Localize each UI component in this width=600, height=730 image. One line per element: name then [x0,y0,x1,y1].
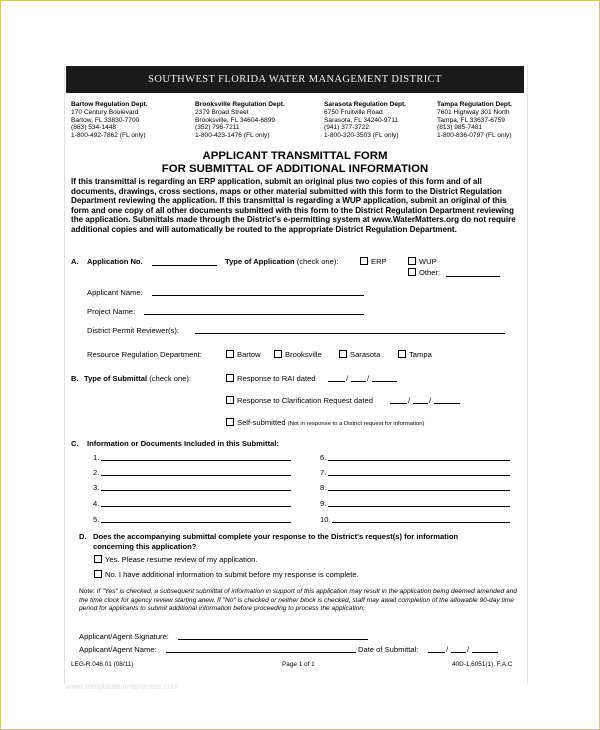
office-address: 7601 Highway 301 North [437,108,510,116]
office-phone: (813) 985-7481 [437,124,483,132]
section-d-label: D. [79,532,87,541]
erp-checkbox[interactable] [360,257,368,265]
date-separator: / [446,645,449,654]
dept-brooksville-checkbox[interactable] [274,350,282,358]
office-tollfree: 1-800-423-1476 (FL only) [195,132,270,140]
watermark-text: www.templateentrepreneur.com [66,682,179,691]
dept-sarasota-checkbox[interactable] [339,350,347,358]
no-checkbox[interactable] [94,570,102,578]
date-separator: / [467,645,470,654]
page-number: Page 1 of 1 [282,661,315,668]
rai-year-field[interactable] [372,381,397,382]
dept-tampa-label: Tampa [409,350,432,359]
district-banner: SOUTHWEST FLORIDA WATER MANAGEMENT DISTRICT [66,66,524,93]
clarification-response-label: Response to Clarification Request dated [237,396,373,405]
office-phone: (941) 377-3722 [324,124,370,132]
section-c-label: C. [71,439,79,448]
office-sarasota [324,101,434,140]
self-submitted-checkbox[interactable] [226,418,234,426]
submittal-day-field[interactable] [451,652,466,653]
document-field[interactable] [328,460,510,461]
other-label: Other: [419,268,441,277]
office-name: Bartow Regulation Dept. [71,101,148,108]
dept-bartow-label: Bartow [237,350,261,359]
note-text: If "Yes" is checked, a subsequent submittal of information in support of this application may result in the application being deemed amended and the time clock for agency review starting anew. If "No" is checked or neither block is checked, staff may await completion of the allowable 90-day time period for applicants to submit additional information before proceeding to process the application. [79,588,517,613]
submittal-type-title: Type of Submittal [84,374,148,383]
submittal-year-field[interactable] [472,652,498,653]
application-type-label [225,257,339,266]
document-number: 4. [93,499,100,508]
agent-name-label: Applicant/Agent Name: [79,645,157,654]
application-type-title: Type of Application [225,257,295,266]
rai-response-checkbox[interactable] [226,374,234,382]
wup-option[interactable] [408,257,437,266]
document-number: 9. [320,499,327,508]
dept-tampa-checkbox[interactable] [398,350,406,358]
office-city: Bartow, FL 33830-7700 [71,116,140,124]
dept-bartow-checkbox[interactable] [226,350,234,358]
documents-included-title: Information or Documents Included in this Submittal: [87,439,279,448]
note-label: Note: [79,588,95,595]
office-tollfree: 1-800-320-3503 (FL only) [324,132,399,140]
self-submitted-note: (Not in response to a District request for information) [287,421,425,427]
office-city: Brooksville, FL 34604-6899 [195,116,276,124]
form-subtitle: FOR SUBMITTAL OF ADDITIONAL INFORMATION [161,163,429,175]
office-city: Sarasota, FL 34240-9711 [324,116,399,124]
clarification-month-field[interactable] [390,403,407,404]
office-phone: (352) 796-7211 [195,124,240,132]
clarification-response-checkbox[interactable] [226,396,234,404]
submittal-month-field[interactable] [428,652,445,653]
applicant-name-field[interactable] [152,295,364,296]
document-number: 1. [93,453,100,462]
dept-tampa-option[interactable] [398,350,432,359]
other-field[interactable] [446,276,500,277]
office-city: Tampa, FL 33637-6759 [437,116,505,124]
date-separator: / [367,374,370,383]
submittal-date-label: Date of Submittal: [358,645,419,654]
date-separator: / [429,396,432,405]
wup-label: WUP [419,257,437,266]
office-tollfree: 1-800-836-0797 (FL only) [437,132,512,140]
document-number: 7. [320,468,327,477]
office-brooksville [195,101,305,140]
self-submitted-label: Self-submitted [237,418,286,427]
section-a-label: A. [71,257,79,266]
clarification-day-field[interactable] [413,403,428,404]
project-name-field[interactable] [144,314,364,315]
form-number: LEG-R.046.01 (08/11) [71,661,134,668]
office-bartow [71,101,181,140]
application-type-hint: (check one): [296,257,339,266]
document-number: 2. [93,468,100,477]
dept-sarasota-option[interactable] [339,350,380,359]
resource-dept-label: Resource Regulation Department: [87,350,202,359]
document-number: 5. [93,515,100,524]
document-number: 3. [93,483,100,492]
completion-question: Does the accompanying submittal complete your response to the District's request(s) for information [93,532,459,541]
agent-name-field[interactable] [166,652,356,653]
date-separator: / [408,396,411,405]
application-number-label: Application No. [87,257,143,266]
wup-checkbox[interactable] [408,257,416,265]
document-field[interactable] [332,522,510,523]
document-field[interactable] [101,506,291,507]
rule-citation: 40D-1.6051(1), F.A.C [452,661,513,668]
form-title: APPLICANT TRANSMITTAL FORM [202,150,388,162]
office-address: 6750 Fruitville Road [324,108,383,116]
yes-checkbox[interactable] [94,555,102,563]
erp-option[interactable] [360,257,387,266]
dept-brooksville-label: Brooksville [285,350,322,359]
document-number: 6. [320,453,327,462]
document-number: 10. [320,515,331,524]
project-name-label: Project Name: [87,307,136,316]
document-field[interactable] [101,475,291,476]
erp-label: ERP [371,257,387,266]
yes-option[interactable] [94,555,258,564]
application-number-field[interactable] [152,265,217,266]
signature-label: Applicant/Agent Signature: [79,632,169,641]
office-name: Brooksville Regulation Dept. [195,101,285,108]
signature-field[interactable] [178,639,368,640]
document-number: 8. [320,483,327,492]
no-label: No. I have additional information to submit before my response is complete. [105,570,359,579]
date-separator: / [346,374,349,383]
document-field[interactable] [328,490,510,491]
submittal-type-hint: (check one): [149,374,192,383]
section-b-label: B. [71,374,79,383]
rai-day-field[interactable] [351,381,366,382]
clarification-year-field[interactable] [434,403,460,404]
form-instructions: If this transmittal is regarding an ERP application, submit an original plus two copies of this form and of all documents, drawings, cross sections, maps or other material submitted with this form to the District Regulation Department reviewing the application. If this transmittal is regarding a WUP application, submit an original of this form and one copy of all other documents submitted with this form to the District Regulation Department reviewing the application. Submittals made through the District's e-permitting system at www.WaterMatters.org do not require additional copies and will automatically be routed to the appropriate District Regulation Department. [71,177,516,234]
rai-response-label: Response to RAI dated [237,374,316,383]
no-option[interactable] [94,570,359,579]
self-submitted-option[interactable] [226,418,425,427]
dept-bartow-option[interactable] [226,350,261,359]
office-tampa [437,101,523,140]
document-field[interactable] [101,522,291,523]
other-option[interactable] [408,268,440,277]
office-name: Tampa Regulation Dept. [437,101,512,108]
completion-question-cont: concerning this application? [93,542,197,551]
clarification-response-option[interactable] [226,396,373,405]
rai-month-field[interactable] [328,381,345,382]
office-address: 170 Century Boulevard [71,108,139,116]
dept-brooksville-option[interactable] [274,350,322,359]
yes-label: Yes. Please resume review of my application. [105,555,258,564]
other-checkbox[interactable] [408,268,416,276]
office-tollfree: 1-800-492-7862 (FL only) [71,132,146,140]
reviewer-label: District Permit Reviewer(s): [87,326,179,335]
note-paragraph [79,588,523,614]
document-field[interactable] [101,490,291,491]
dept-sarasota-label: Sarasota [350,350,381,359]
reviewer-field[interactable] [195,333,505,334]
office-phone: (863) 534-1448 [71,124,117,132]
document-field[interactable] [328,475,510,476]
office-address: 2379 Broad Street [195,108,249,116]
submittal-type-label [84,374,191,383]
applicant-name-label: Applicant Name: [87,288,143,297]
document-field[interactable] [101,460,291,461]
rai-response-option[interactable] [226,374,316,383]
office-name: Sarasota Regulation Dept. [324,101,407,108]
document-field[interactable] [328,506,510,507]
